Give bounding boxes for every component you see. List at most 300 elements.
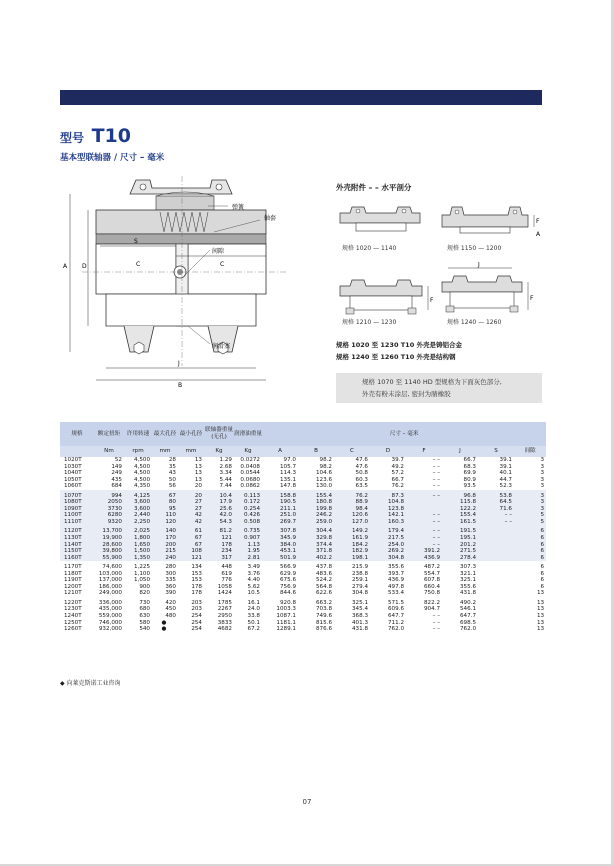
label-spring: 弹簧 <box>232 204 245 211</box>
table-cell: 1.13 <box>234 542 262 549</box>
table-cell: 1220T <box>60 600 94 607</box>
table-cell: 20 <box>178 493 204 500</box>
table-cell: 304.8 <box>334 590 370 597</box>
table-cell: 390 <box>152 590 178 597</box>
table-cell: 39.1 <box>478 464 514 471</box>
table-cell: 9320 <box>94 519 124 526</box>
table-cell: 190.5 <box>262 499 298 506</box>
dim-head-D: D <box>370 446 406 457</box>
table-cell: 47.6 <box>334 457 370 464</box>
label-gap: 间隙 <box>212 248 225 255</box>
table-cell: 249 <box>94 470 124 477</box>
table-cell: 1250T <box>60 620 94 627</box>
table-cell: 39.7 <box>370 457 406 464</box>
table-cell: 3 <box>514 506 546 513</box>
table-cell: 254.0 <box>370 542 406 549</box>
table-cell: 703.8 <box>298 606 334 613</box>
table-cell: 571.5 <box>370 600 406 607</box>
table-cell: 0.0862 <box>234 483 262 490</box>
table-cell: 1130T <box>60 535 94 542</box>
brand-header-bar <box>60 90 542 105</box>
material-note-2: 规格 1240 至 1260 T10 外壳是结构钢 <box>336 353 456 361</box>
table-cell: 217.5 <box>370 535 406 542</box>
table-cell: 437.8 <box>298 564 334 571</box>
table-cell: – – <box>478 512 514 519</box>
table-cell: 0.0544 <box>234 470 262 477</box>
table-cell: – – <box>406 613 442 620</box>
table-cell: 50.8 <box>334 470 370 477</box>
table-cell: 88.9 <box>334 499 370 506</box>
table-cell: 170 <box>152 535 178 542</box>
dim-S: S <box>134 238 138 245</box>
table-cell: 240 <box>152 555 178 562</box>
table-cell: 259.1 <box>334 577 370 584</box>
table-cell: 1230T <box>60 606 94 613</box>
table-cell: 27 <box>178 499 204 506</box>
table-cell: 448 <box>204 564 234 571</box>
unit-size <box>60 446 94 457</box>
table-cell: – – <box>406 535 442 542</box>
table-cell: 278.4 <box>442 555 478 562</box>
table-cell: 402.2 <box>298 555 334 562</box>
cover-variant-1-caption: 规格 1020 — 1140 <box>342 245 397 252</box>
table-cell: 746,000 <box>94 620 124 627</box>
table-cell: 80.9 <box>442 477 478 484</box>
table-cell: 27 <box>178 506 204 513</box>
table-cell: 844.6 <box>262 590 298 597</box>
table-cell: 178 <box>204 542 234 549</box>
table-cell: 203 <box>178 600 204 607</box>
table-cell: 254 <box>178 626 204 633</box>
table-cell: 6 <box>514 584 546 591</box>
table-cell: 57.2 <box>370 470 406 477</box>
table-cell: 200 <box>152 542 178 549</box>
table-cell: 749.6 <box>298 613 334 620</box>
table-cell: 920.8 <box>262 600 298 607</box>
accessories-title: 外壳附件 – – 水平剖分 <box>336 183 412 192</box>
table-cell: 52.3 <box>478 483 514 490</box>
table-cell: 3.49 <box>234 564 262 571</box>
hd-info-line-2: 外壳有粉末涂层, 密封为腈橡胶 <box>362 390 451 398</box>
table-cell: 660.4 <box>406 584 442 591</box>
table-cell: 16.1 <box>234 600 262 607</box>
cover-variant-4 <box>438 262 542 318</box>
table-cell: 180.8 <box>298 499 334 506</box>
unit-min-bore: mm <box>178 446 204 457</box>
table-cell: 1050T <box>60 477 94 484</box>
table-cell: 680 <box>124 606 152 613</box>
table-cell: 123.6 <box>298 477 334 484</box>
table-cell: 1140T <box>60 542 94 549</box>
table-cell: 6 <box>514 528 546 535</box>
table-cell: 135.1 <box>262 477 298 484</box>
table-cell: 3 <box>514 483 546 490</box>
table-cell: 371.8 <box>298 548 334 555</box>
table-cell: 762.0 <box>370 626 406 633</box>
table-cell: 103,000 <box>94 571 124 578</box>
table-cell: 5.62 <box>234 584 262 591</box>
table-cell: 1,350 <box>124 555 152 562</box>
table-cell: 52 <box>94 457 124 464</box>
table-cell: 756.9 <box>262 584 298 591</box>
dim-C-right: C <box>220 261 225 268</box>
table-cell: 0.426 <box>234 512 262 519</box>
table-cell: 6 <box>514 564 546 571</box>
table-cell: 142.1 <box>370 512 406 519</box>
table-cell: – – <box>406 542 442 549</box>
table-cell: 87.3 <box>370 493 406 500</box>
table-cell: 776 <box>204 577 234 584</box>
table-cell: 55,900 <box>94 555 124 562</box>
table-cell: 762.0 <box>442 626 478 633</box>
table-cell: 215.9 <box>334 564 370 571</box>
table-cell: 335 <box>152 577 178 584</box>
table-cell: 4,350 <box>124 483 152 490</box>
table-cell: 19,900 <box>94 535 124 542</box>
table-cell: 20 <box>178 483 204 490</box>
table-cell: 391.2 <box>406 548 442 555</box>
table-cell: 6280 <box>94 512 124 519</box>
table-cell: 80 <box>152 499 178 506</box>
table-cell: 54.3 <box>204 519 234 526</box>
page-title <box>60 125 131 147</box>
table-cell: 3,600 <box>124 506 152 513</box>
cover-variant-2-caption: 规格 1150 — 1200 <box>447 245 502 252</box>
table-cell: 822.2 <box>406 600 442 607</box>
table-cell: 42 <box>178 519 204 526</box>
table-cell: 120.6 <box>334 512 370 519</box>
table-cell: 60.3 <box>334 477 370 484</box>
table-cell: 155.4 <box>442 512 478 519</box>
col-lube: 润滑油重量 <box>234 422 262 446</box>
table-cell: 730 <box>124 600 152 607</box>
table-cell: 4,500 <box>124 464 152 471</box>
table-cell: 2,025 <box>124 528 152 535</box>
table-cell: 61 <box>178 528 204 535</box>
label-shaft-sleeve: 轴套 <box>264 215 277 222</box>
table-cell: 76.2 <box>370 483 406 490</box>
table-cell: 1110T <box>60 519 94 526</box>
table-cell: 155.4 <box>298 493 334 500</box>
unit-lube: Kg <box>234 446 262 457</box>
table-cell: 10.4 <box>204 493 234 500</box>
table-cell: 269.7 <box>262 519 298 526</box>
table-cell: 269.2 <box>370 548 406 555</box>
table-cell: 13 <box>514 613 546 620</box>
unit-weight: Kg <box>204 446 234 457</box>
page-number: 07 <box>302 798 312 806</box>
table-cell: 4,125 <box>124 493 152 500</box>
table-cell: 120 <box>152 519 178 526</box>
dim-head-J: J <box>442 446 478 457</box>
table-cell: 6 <box>514 571 546 578</box>
table-cell: 1181.1 <box>262 620 298 627</box>
table-cell: 355.6 <box>370 564 406 571</box>
table-cell: 13 <box>514 606 546 613</box>
table-cell: 13 <box>514 590 546 597</box>
table-cell: 5 <box>514 519 546 526</box>
table-cell: 105.7 <box>262 464 298 471</box>
table-cell: 360 <box>152 584 178 591</box>
table-cell: 304.8 <box>370 555 406 562</box>
table-cell: 186,000 <box>94 584 124 591</box>
table-cell: 279.4 <box>334 584 370 591</box>
table-cell: 307.3 <box>442 564 478 571</box>
table-cell: 6 <box>514 548 546 555</box>
unit-speed: rpm <box>124 446 152 457</box>
table-cell: 0.172 <box>234 499 262 506</box>
table-cell: 554.7 <box>406 571 442 578</box>
table-cell: 304.4 <box>298 528 334 535</box>
table-cell: 140 <box>152 528 178 535</box>
table-cell: 6 <box>514 535 546 542</box>
table-cell: 67 <box>152 493 178 500</box>
table-cell: 647.7 <box>370 613 406 620</box>
table-cell: 1,800 <box>124 535 152 542</box>
table-cell: 5.44 <box>204 477 234 484</box>
table-cell: 3 <box>514 499 546 506</box>
table-cell: ● <box>152 620 178 627</box>
table-cell: 33.8 <box>234 613 262 620</box>
material-note-1: 规格 1020 至 1230 T10 外壳是铸铝合金 <box>336 341 462 349</box>
table-cell: 1240T <box>60 613 94 620</box>
table-cell: 63.5 <box>334 483 370 490</box>
table-cell: 4,500 <box>124 477 152 484</box>
table-cell: 97.0 <box>262 457 298 464</box>
table-cell: 50 <box>152 477 178 484</box>
table-cell: 1160T <box>60 555 94 562</box>
table-cell: 24.0 <box>234 606 262 613</box>
table-cell: – – <box>406 470 442 477</box>
table-cell: 67 <box>178 535 204 542</box>
table-cell: 629.9 <box>262 571 298 578</box>
table-cell: 325.1 <box>334 600 370 607</box>
table-cell: 259.0 <box>298 519 334 526</box>
table-cell: 431.8 <box>334 626 370 633</box>
table-cell: 1090T <box>60 506 94 513</box>
table-cell: 820 <box>124 590 152 597</box>
table-cell: 13 <box>178 477 204 484</box>
table-cell: 1,650 <box>124 542 152 549</box>
table-cell: 325.1 <box>442 577 478 584</box>
col-allow-speed: 许用转速 <box>124 422 152 446</box>
hd-info-box <box>336 373 542 403</box>
table-cell: 211.1 <box>262 506 298 513</box>
table-cell: 127.0 <box>334 519 370 526</box>
table-cell: 179.4 <box>370 528 406 535</box>
table-cell: 566.9 <box>262 564 298 571</box>
table-cell: 0.0408 <box>234 464 262 471</box>
table-cell: 28 <box>152 457 178 464</box>
table-cell: 815.6 <box>298 620 334 627</box>
table-body <box>60 457 546 633</box>
table-cell: 1040T <box>60 470 94 477</box>
cover-variant-4-caption: 规格 1240 — 1260 <box>447 319 502 326</box>
table-cell: 675.6 <box>262 577 298 584</box>
title-prefix: 型号 <box>60 131 85 145</box>
table-cell: 1170T <box>60 564 94 571</box>
dim-A: A <box>63 263 68 270</box>
table-cell: 4,500 <box>124 457 152 464</box>
table-cell: – – <box>406 528 442 535</box>
table-cell: 74,600 <box>94 564 124 571</box>
table-cell: 1424 <box>204 590 234 597</box>
table-cell: 355.6 <box>442 584 478 591</box>
table-cell: 66.7 <box>370 477 406 484</box>
table-cell: 153 <box>178 571 204 578</box>
table-cell: 1087.1 <box>262 613 298 620</box>
table-cell: 0.508 <box>234 519 262 526</box>
table-cell: 336,000 <box>94 600 124 607</box>
table-cell: 329.8 <box>298 535 334 542</box>
table-cell: 3,600 <box>124 499 152 506</box>
table-cell: 1,100 <box>124 571 152 578</box>
table-cell: 3.76 <box>234 571 262 578</box>
table-cell: 40.1 <box>478 470 514 477</box>
dim-head-C: C <box>334 446 370 457</box>
table-cell: 0.113 <box>234 493 262 500</box>
table-cell: 198.1 <box>334 555 370 562</box>
table-cell: 368.3 <box>334 613 370 620</box>
table-cell: – – <box>406 519 442 526</box>
table-cell: 0.735 <box>234 528 262 535</box>
table-cell: 900 <box>124 584 152 591</box>
table-cell: 420 <box>152 600 178 607</box>
table-cell: 1289.1 <box>262 626 298 633</box>
footnote: ◆ 向莱克斯诺工业咨询 <box>60 680 121 687</box>
table-cell: 2.81 <box>234 555 262 562</box>
dim-head-F: F <box>406 446 442 457</box>
table-cell: 2950 <box>204 613 234 620</box>
table-cell: 280 <box>152 564 178 571</box>
hd-info-line-1: 规格 1070 至 1140 HD 型规格为下面灰色部分, <box>362 378 502 386</box>
table-cell: 1,050 <box>124 577 152 584</box>
table-cell: 64.5 <box>478 499 514 506</box>
table-cell: 487.2 <box>406 564 442 571</box>
table-cell: 3730 <box>94 506 124 513</box>
title-model: T10 <box>91 125 131 147</box>
table-cell: 153 <box>178 577 204 584</box>
table-cell: 1210T <box>60 590 94 597</box>
table-cell: 184.2 <box>334 542 370 549</box>
table-cell: 630 <box>124 613 152 620</box>
table-cell: 95 <box>152 506 178 513</box>
table-cell: 1003.3 <box>262 606 298 613</box>
table-cell: 345.4 <box>334 606 370 613</box>
dim-head-B: B <box>298 446 334 457</box>
table-cell: 698.5 <box>442 620 478 627</box>
table-cell: 13 <box>514 620 546 627</box>
table-cell: 0.254 <box>234 506 262 513</box>
table-cell: 580 <box>124 620 152 627</box>
table-cell: 203 <box>178 606 204 613</box>
table-cell: 483.6 <box>298 571 334 578</box>
coupling-section-drawing <box>60 176 305 388</box>
table-cell: 490.2 <box>442 600 478 607</box>
col-weight: 联轴器重量 (无孔) <box>204 422 234 446</box>
table-cell: 13 <box>178 457 204 464</box>
table-cell: 6 <box>514 555 546 562</box>
table-cell: 122.2 <box>442 506 478 513</box>
table-cell: 17.9 <box>204 499 234 506</box>
table-cell: 3833 <box>204 620 234 627</box>
table-cell: 3 <box>514 493 546 500</box>
table-cell: 123.8 <box>370 506 406 513</box>
table-cell: 1,225 <box>124 564 152 571</box>
table-cell: 564.8 <box>298 584 334 591</box>
table-cell: 393.7 <box>370 571 406 578</box>
table-cell: 182.9 <box>334 548 370 555</box>
table-cell: 559,000 <box>94 613 124 620</box>
table-cell: 1200T <box>60 584 94 591</box>
table-cell: 254 <box>178 620 204 627</box>
table-cell: 249,000 <box>94 590 124 597</box>
table-cell: 81.2 <box>204 528 234 535</box>
dim-head-gap: 间隙 <box>514 446 546 457</box>
table-cell: – – <box>478 519 514 526</box>
table-cell: 25.6 <box>204 506 234 513</box>
table-cell: 1080T <box>60 499 94 506</box>
table-cell: 130.0 <box>298 483 334 490</box>
table-cell: 663.2 <box>298 600 334 607</box>
table-cell: 307.8 <box>262 528 298 535</box>
table-cell: 300 <box>152 571 178 578</box>
dim-J: J <box>178 360 180 367</box>
dimension-table <box>60 422 545 633</box>
cover3-dim-F: F <box>430 297 434 304</box>
table-cell: 191.5 <box>442 528 478 535</box>
dim-D: D <box>82 263 87 270</box>
col-size: 规格 <box>60 422 94 446</box>
table-cell: 53.8 <box>478 493 514 500</box>
table-cell: 3 <box>514 457 546 464</box>
table-cell: 66.7 <box>442 457 478 464</box>
table-cell: 108 <box>178 548 204 555</box>
unit-torque: Nm <box>94 446 124 457</box>
cover4-dim-F: F <box>530 295 534 302</box>
table-cell: 647.7 <box>442 613 478 620</box>
table-cell: 7.44 <box>204 483 234 490</box>
table-cell: 607.8 <box>406 577 442 584</box>
table-cell: 1.95 <box>234 548 262 555</box>
table-cell: 3 <box>514 477 546 484</box>
table-cell: 401.3 <box>334 620 370 627</box>
table-cell: 2267 <box>204 606 234 613</box>
table-cell: 35 <box>152 464 178 471</box>
cover-variant-3-caption: 规格 1210 — 1230 <box>342 319 397 326</box>
table-cell: – – <box>406 493 442 500</box>
table-cell: 435 <box>94 477 124 484</box>
table-cell: 453.1 <box>262 548 298 555</box>
dim-head-A: A <box>262 446 298 457</box>
table-cell: 1260T <box>60 626 94 633</box>
table-cell: 137,000 <box>94 577 124 584</box>
table-cell: 199.8 <box>298 506 334 513</box>
table-cell: 251.0 <box>262 512 298 519</box>
col-min-bore: 最小孔径 <box>178 422 204 446</box>
table-cell: 480 <box>152 613 178 620</box>
table-cell: 67 <box>178 542 204 549</box>
table-cell: 39,800 <box>94 548 124 555</box>
table-cell: 104.8 <box>370 499 406 506</box>
table-cell: 13 <box>514 626 546 633</box>
table-cell: 1100T <box>60 512 94 519</box>
table-row <box>60 626 546 633</box>
dim-C-left: C <box>136 261 141 268</box>
table-cell: 114.3 <box>262 470 298 477</box>
table-cell: 1190T <box>60 577 94 584</box>
table-cell: 1030T <box>60 464 94 471</box>
